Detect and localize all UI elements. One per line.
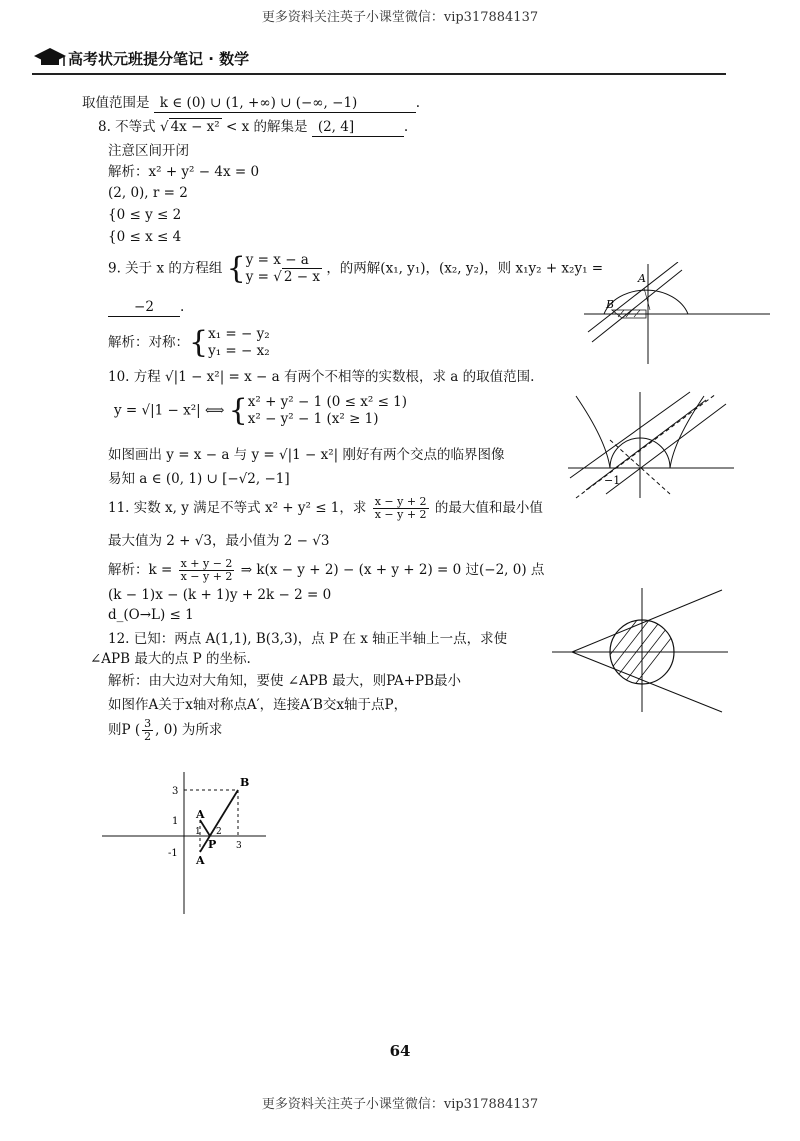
p8-step-1: 解析：x² + y² − 4x = 0	[108, 164, 260, 180]
fig10-left-branch	[576, 396, 610, 468]
p11-answer: 最大值为 2 + √3，最小值为 2 − √3	[108, 533, 330, 549]
fig12-tick-y1: 1	[172, 816, 179, 827]
p12-step-1: 解析：由大边对大角知，要使 ∠APB 最大，则PA+PB最小	[108, 673, 462, 689]
figure-11	[550, 586, 730, 714]
fig12-tick-x3: 3	[236, 841, 242, 851]
p8-step-3: {0 ≤ y ≤ 2	[108, 207, 182, 223]
fig10-line-2	[606, 404, 726, 494]
fig12-label-b: B	[240, 776, 250, 789]
fig12-tick-y3: 3	[172, 786, 179, 797]
range-label: 取值范围是	[82, 95, 150, 111]
p8-text: 8. 不等式	[98, 119, 156, 135]
p11-frac-den: x − y + 2	[374, 508, 427, 521]
p12-step-3: 则P ( $\frac{3}{2}$ , 0) 为所求	[108, 717, 223, 743]
p9-sol-2: y₁ = − x₂	[208, 343, 270, 359]
p9-answer: −2	[108, 298, 180, 317]
header-logo-icon	[32, 44, 68, 68]
fig9-label-a: A	[638, 272, 646, 285]
p11-step-1: 解析：k = $\frac{x + y - 2}{x - y + 2}$ ⇒ k(x − y + 2) − (x + y + 2) = 0 过(−2, 0) 点	[108, 557, 545, 583]
p12-question-1: 12. 已知：两点 A(1,1), B(3,3)，点 P 在 x 轴正半轴上一点，求使	[108, 631, 508, 647]
p8-step-4: {0 ≤ x ≤ 4	[108, 229, 182, 245]
p9-prefix: 9. 关于 x 的方程组	[108, 260, 223, 277]
fig10-right-branch	[670, 396, 704, 468]
fig9-line-1	[588, 262, 678, 332]
range-line: 取值范围是 k ∈ (0) ∪ (1, +∞) ∪ (−∞, −1) .	[82, 95, 421, 111]
p10-case-1: x² + y² − 1 (0 ≤ x² ≤ 1)	[247, 394, 408, 410]
fig12-line-ap	[200, 820, 210, 836]
problem-11	[108, 496, 543, 521]
fig12-tick-ym1: -1	[168, 848, 178, 859]
fig10-label-m1: −1	[604, 474, 621, 487]
fig12-tick-x1: 1	[195, 827, 201, 837]
fig11-tangent-upper	[572, 590, 722, 652]
fig10-line-3	[570, 392, 690, 478]
p8-radicand: 4x − x²	[170, 119, 220, 135]
header-title: 高考状元班提分笔记 · 数学	[68, 50, 250, 68]
p11-step-3: d_(O→L) ≤ 1	[108, 607, 194, 623]
figure-9	[582, 262, 772, 366]
p10-step-2: 易知 a ∈ (0, 1) ∪ [−√2, −1]	[108, 471, 290, 487]
fig12-line-ab	[200, 790, 238, 852]
p11-frac-num: x − y + 2	[374, 495, 427, 508]
p8-step-2: (2, 0), r = 2	[108, 185, 188, 201]
p9-solution: 解析：对称：{ x₁ = − y₂ y₁ = − x₂	[108, 325, 270, 360]
p8-tail: < x 的解集是	[221, 119, 308, 135]
watermark-bottom: 更多资料关注英子小课堂微信：vip317884137	[261, 1097, 539, 1112]
p9-answer-line: −2 .	[108, 298, 184, 317]
fig12-tick-x2: 2	[216, 827, 222, 837]
figure-12	[96, 766, 276, 916]
header-rule	[32, 73, 726, 75]
range-answer: k ∈ (0) ∪ (1, +∞) ∪ (−∞, −1)	[154, 94, 416, 113]
p9-eq2: 2 − x	[283, 269, 321, 285]
p10-piecewise: y = √|1 − x²| ⟺ { x² + y² − 1 (0 ≤ x² ≤ 1) x² − y² − 1 (x² ≥ 1)	[114, 393, 408, 428]
fig9-label-b: B	[606, 298, 615, 311]
p10-case-2: x² − y² − 1 (x² ≥ 1)	[247, 411, 379, 427]
page-number: 64	[389, 1042, 411, 1060]
p8-note: 注意区间开闭	[108, 143, 189, 159]
fig12-label-a-prime: A	[196, 854, 205, 867]
problem-9: 9. 关于 x 的方程组 { y = x − a y = √ 2 − x ，的两解(x₁, y₁)，(x₂, y₂)，则 x₁y₂ + x₂y₁ =	[108, 251, 604, 286]
fig11-tangent-lower	[572, 652, 722, 712]
p9-eq1: y = x − a	[245, 252, 309, 268]
fig12-label-p: P	[208, 838, 217, 851]
p10-question: 10. 方程 √|1 − x²| = x − a 有两个不相等的实数根，求 a 的取值范围.	[108, 369, 535, 385]
p9-suffix: ，的两解(x₁, y₁)，(x₂, y₂)，则 x₁y₂ + x₂y₁ =	[326, 260, 604, 277]
p10-lhs: y = √|1 − x²| ⟺	[114, 402, 225, 419]
fig12-label-a: A	[196, 808, 205, 821]
p8-answer: (2, 4]	[312, 118, 404, 137]
p11-question: 11. 实数 x, y 满足不等式 x² + y² ≤ 1，求	[108, 500, 367, 516]
p10-step-1: 如图画出 y = x − a 与 y = √|1 − x²| 刚好有两个交点的临界图像	[108, 447, 505, 463]
p12-step-2: 如图作A关于x轴对称点A′，连接A′B交x轴于点P，	[108, 697, 408, 713]
p12-question-2: ∠APB 最大的点 P 的坐标.	[90, 651, 251, 667]
p11-question-tail: 的最大值和最小值	[434, 500, 543, 516]
p11-step-2: (k − 1)x − (k + 1)y + 2k − 2 = 0	[108, 587, 332, 603]
p9-sol-1: x₁ = − y₂	[208, 326, 270, 342]
problem-8: 8. 不等式 √ 4x − x² < x 的解集是 (2, 4] .	[98, 119, 409, 135]
fig10-dashed-1	[576, 394, 716, 498]
figure-10	[566, 390, 736, 500]
watermark-top: 更多资料关注英子小课堂微信：vip317884137	[261, 10, 539, 25]
